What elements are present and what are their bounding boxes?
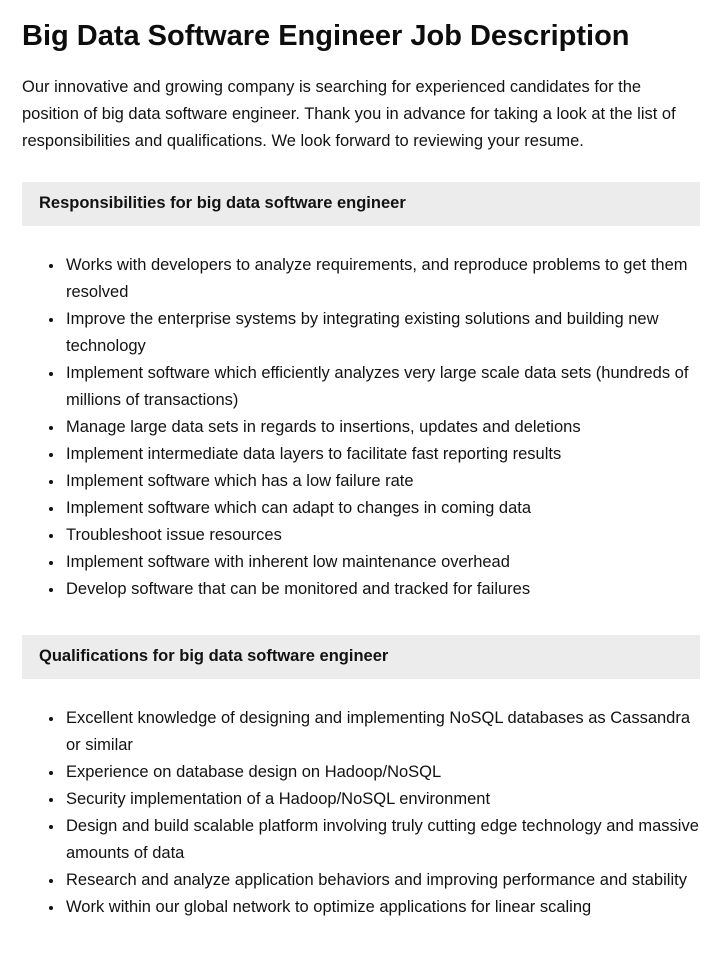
responsibilities-heading: Responsibilities for big data software engineer <box>39 194 406 213</box>
qualification-item: • Work within our global network to optimize applications for linear scaling <box>64 894 700 921</box>
responsibilities-section-header <box>22 182 700 225</box>
responsibility-item: • Develop software that can be monitored and tracked for failures <box>64 576 700 603</box>
responsibility-item: • Works with developers to analyze requirements, and reproduce problems to get them resolved <box>64 252 700 306</box>
responsibilities-list <box>22 252 700 604</box>
page-title: Big Data Software Engineer Job Description <box>22 20 630 52</box>
qualifications-heading: Qualifications for big data software engineer <box>39 647 389 666</box>
responsibility-item: • Implement software which efficiently analyzes very large scale data sets (hundreds of millions of transactions) <box>64 360 700 414</box>
responsibility-item: • Implement software which can adapt to changes in coming data <box>64 495 700 522</box>
qualification-item: • Excellent knowledge of designing and implementing NoSQL databases as Cassandra or similar <box>64 705 700 759</box>
responsibility-item: • Manage large data sets in regards to insertions, updates and deletions <box>64 414 700 441</box>
responsibility-item: • Improve the enterprise systems by integrating existing solutions and building new technology <box>64 306 700 360</box>
qualification-item: • Security implementation of a Hadoop/NoSQL environment <box>64 786 700 813</box>
responsibility-item: • Implement software which has a low failure rate <box>64 468 700 495</box>
responsibility-item: • Implement intermediate data layers to facilitate fast reporting results <box>64 441 700 468</box>
responsibility-item: • Implement software with inherent low maintenance overhead <box>64 549 700 576</box>
qualification-item: • Research and analyze application behaviors and improving performance and stability <box>64 867 700 894</box>
qualifications-list <box>22 705 700 921</box>
responsibility-item: • Troubleshoot issue resources <box>64 522 700 549</box>
qualification-item: • Experience on database design on Hadoop/NoSQL <box>64 759 700 786</box>
qualifications-section-header <box>22 635 700 678</box>
intro-paragraph: Our innovative and growing company is searching for experienced candidates for the position of big data software engineer. Thank you in advance for taking a look at the list of responsibilities and qualifications. We look forward to reviewing your resume. <box>22 78 676 151</box>
qualification-item: • Design and build scalable platform involving truly cutting edge technology and massive amounts of data <box>64 813 700 867</box>
